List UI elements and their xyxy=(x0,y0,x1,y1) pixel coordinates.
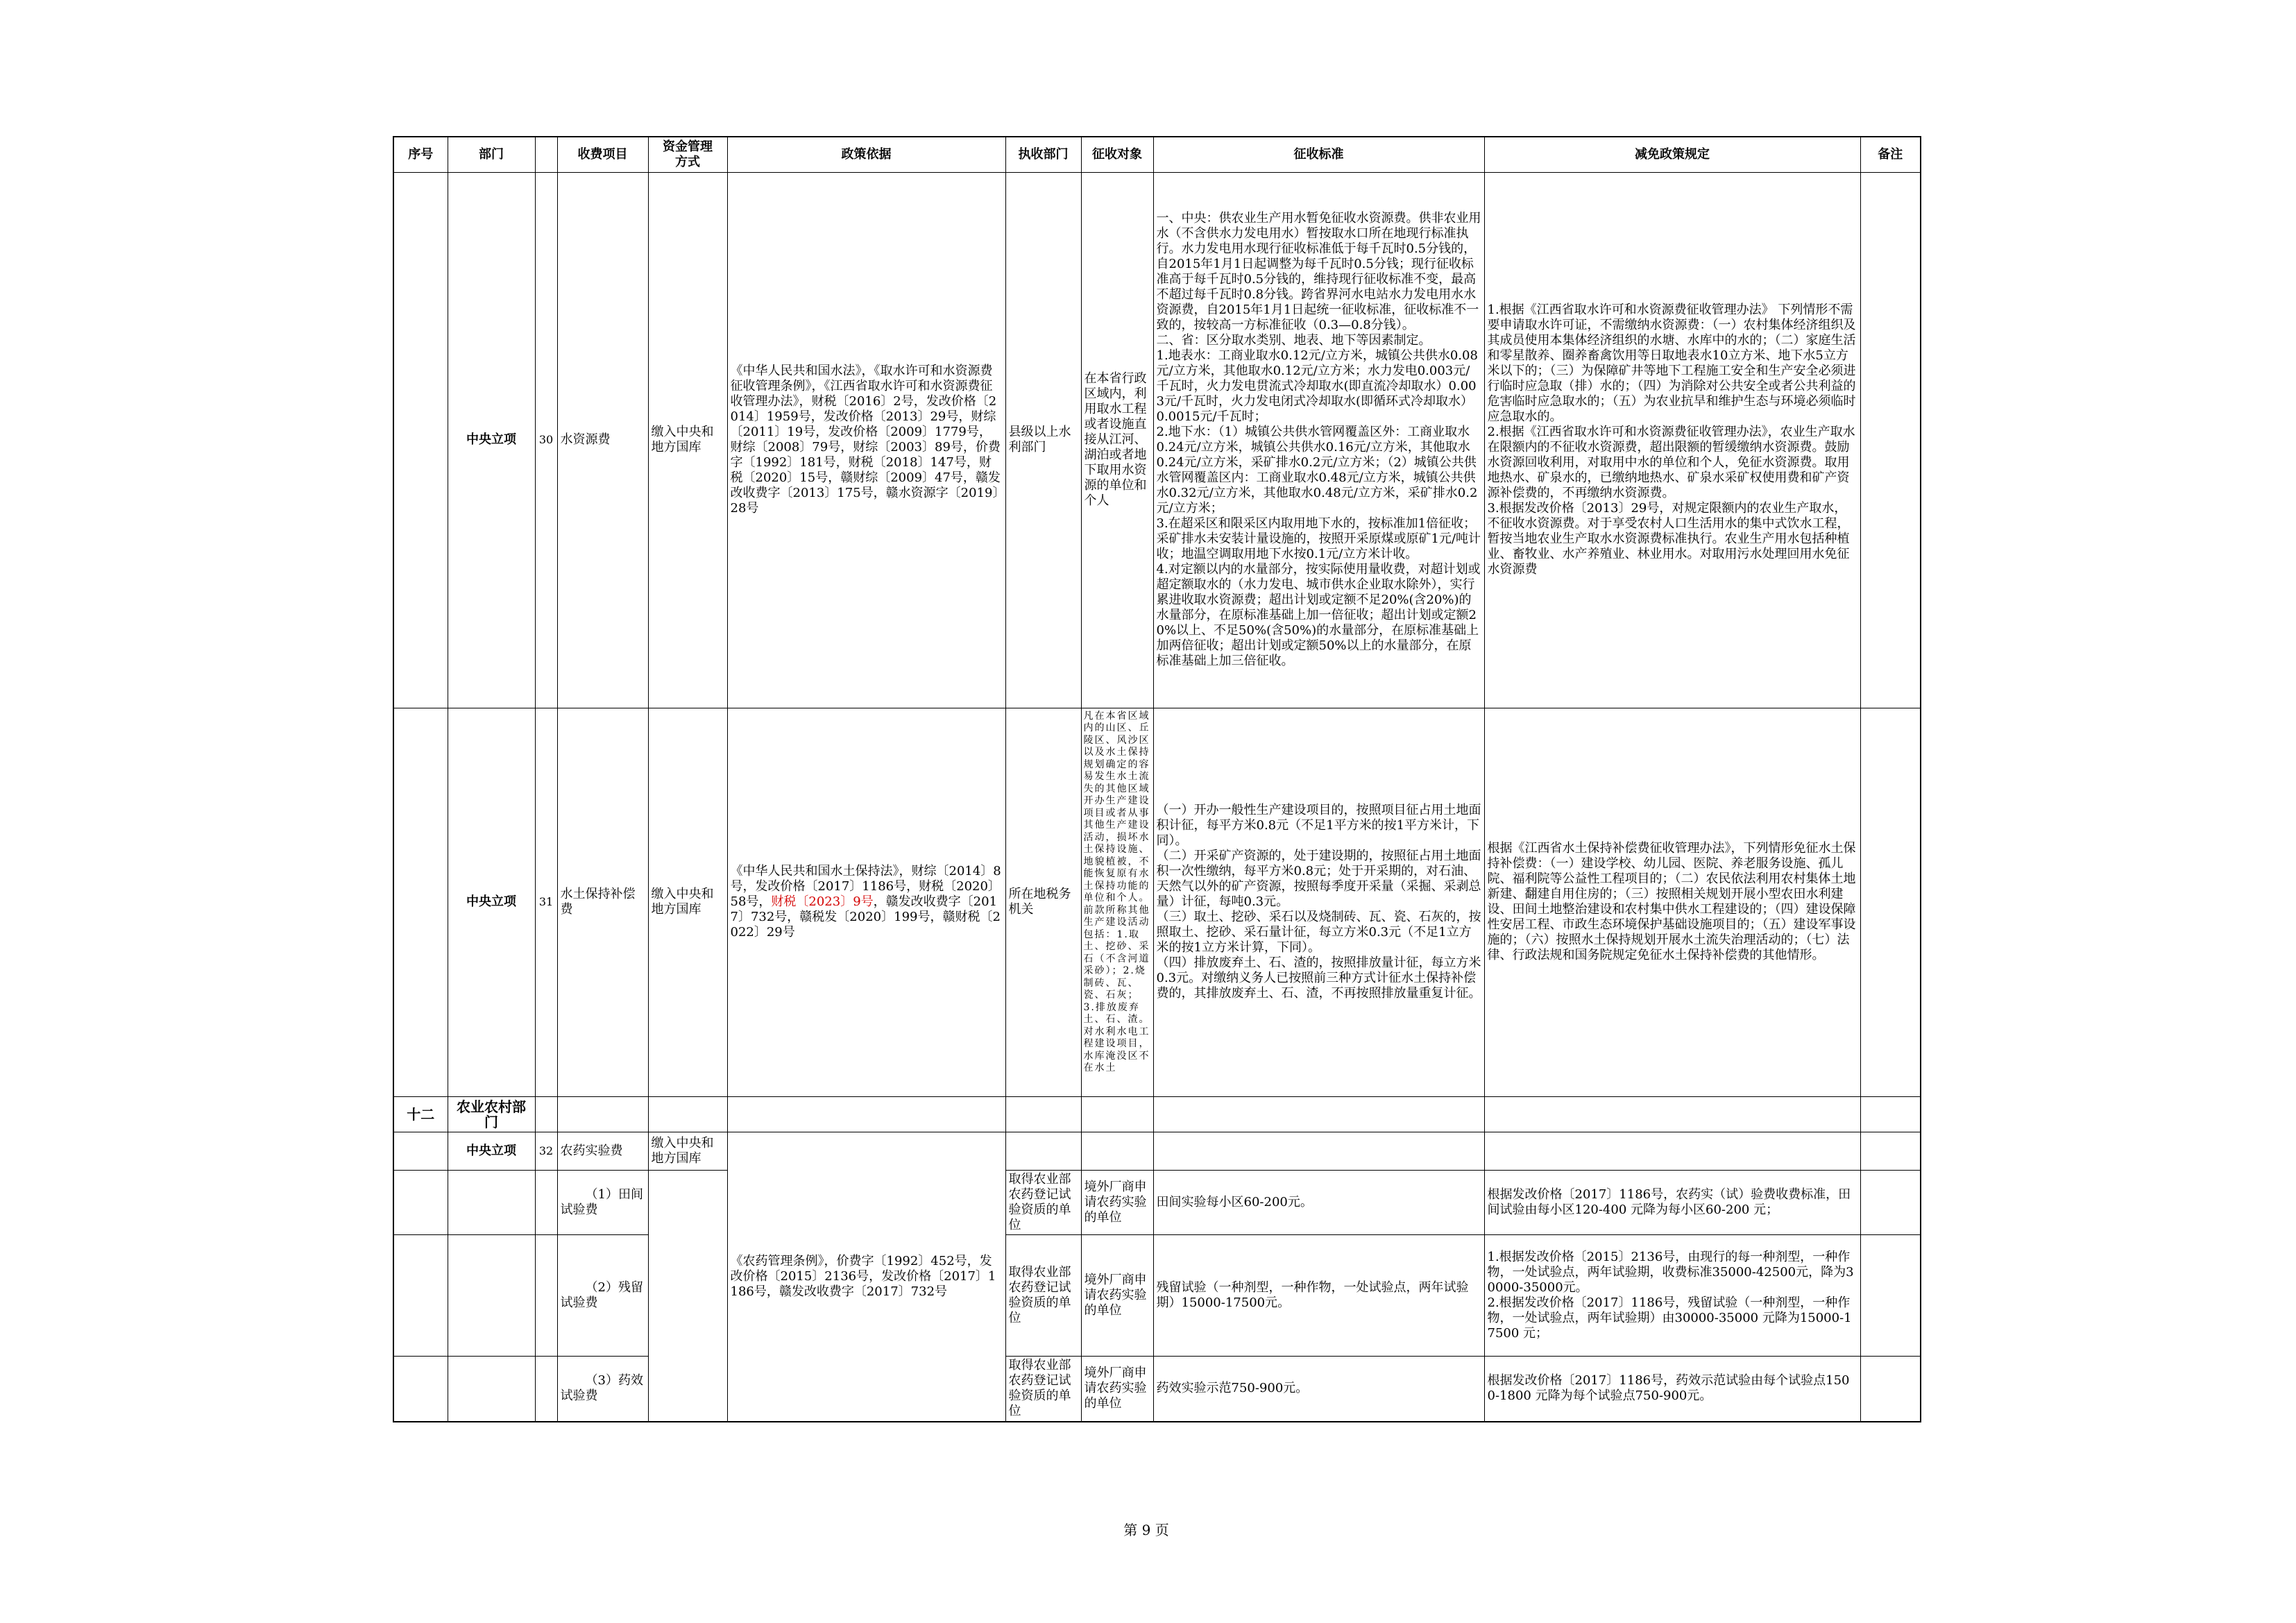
target-cell: 境外厂商申请农药实验的单位 xyxy=(1081,1234,1153,1356)
standard-cell: 田间实验每小区60-200元。 xyxy=(1153,1170,1484,1234)
remark-cell xyxy=(1860,1234,1921,1356)
section-dept xyxy=(448,1096,535,1132)
standard-cell: （一）开办一般性生产建设项目的，按照项目征占用土地面积计征，每平方米0.8元（不足1平方米的按1平方米计，下同）。 （二）开采矿产资源的，处于建设期的，按照征占用土地面积一次性缴纳，每平方米0.8元；处于开采期的，对石油、天然气以外的矿产资源，按照每季度开采量（采掘、采剥总量）计征，每吨0.3元。 （三）取土、挖砂、采石以及烧制砖、瓦、瓷、石灰的，按照取土、挖砂、采石量计征，每立方米0.3元（不足1立方米的按1立方米计算，下同）。 （四）排放废弃土、石、渣的，按照排放量计征，每立方米0.3元。对缴纳义务人已按照前三种方式计征水土保持补偿费的，其排放废弃土、石、渣，不再按照排放量重复计征。 xyxy=(1153,708,1484,1096)
dept-cell xyxy=(448,1356,535,1422)
item-cell: （2）残留试验费 xyxy=(557,1234,648,1356)
sub-row xyxy=(393,1234,1921,1356)
table-row xyxy=(393,708,1921,1096)
header-dept: 部门 xyxy=(448,137,535,172)
header-no xyxy=(535,137,557,172)
table-header-row xyxy=(393,137,1921,172)
item-cell: 水资源费 xyxy=(557,172,648,708)
no-cell xyxy=(535,1234,557,1356)
reduction-cell: 根据发改价格〔2017〕1186号，药效示范试验由每个试验点1500-1800 元降为每个试验点750-900元。 xyxy=(1484,1356,1860,1422)
item-cell: 农药实验费 xyxy=(557,1132,648,1170)
empty-cell xyxy=(727,1096,1005,1132)
basis-highlight-text: 财税〔2023〕9号 xyxy=(771,894,874,909)
collector-cell xyxy=(1005,1132,1081,1170)
remark-cell xyxy=(1860,708,1921,1096)
item-cell: （1）田间试验费 xyxy=(557,1170,648,1234)
no-cell: 30 xyxy=(535,172,557,708)
fee-table xyxy=(393,136,1921,1422)
target-cell xyxy=(1081,1132,1153,1170)
header-standard: 征收标准 xyxy=(1153,137,1484,172)
dept-cell: 中央立项 xyxy=(448,708,535,1096)
sub-row xyxy=(393,1356,1921,1422)
header-remark: 备注 xyxy=(1860,137,1921,172)
standard-cell xyxy=(1153,1132,1484,1170)
collector-cell: 取得农业部农药登记试验资质的单位 xyxy=(1005,1170,1081,1234)
header-target: 征收对象 xyxy=(1081,137,1153,172)
empty-cell xyxy=(557,1096,648,1132)
target-cell: 境外厂商申请农药实验的单位 xyxy=(1081,1356,1153,1422)
basis-cell: 《农药管理条例》，价费字〔1992〕452号，发改价格〔2015〕2136号，发改价格〔2017〕1186号，赣发改收费字〔2017〕732号 xyxy=(727,1132,1005,1422)
header-basis: 政策依据 xyxy=(727,137,1005,172)
header-fund xyxy=(648,137,727,172)
empty-cell xyxy=(1860,1096,1921,1132)
target-cell: 境外厂商申请农药实验的单位 xyxy=(1081,1170,1153,1234)
empty-cell xyxy=(1005,1096,1081,1132)
reduction-cell: 1.根据发改价格〔2015〕2136号，由现行的每一种剂型，一种作物，一处试验点，两年试验期，收费标准35000-42500元，降为30000-35000元。 2.根据发改价格〔2017〕1186号，残留试验（一种剂型，一种作物，一处试验点，两年试验期）由30000-35000 元降为15000-17500 元； xyxy=(1484,1234,1860,1356)
table-row xyxy=(393,1132,1921,1170)
fund-cell: 缴入中央和地方国库 xyxy=(648,1132,727,1170)
seq-cell xyxy=(393,1356,448,1422)
header-reduction: 减免政策规定 xyxy=(1484,137,1860,172)
sub-row xyxy=(393,1170,1921,1234)
section-row xyxy=(393,1096,1921,1132)
basis-cell xyxy=(727,708,1005,1096)
table-row xyxy=(393,172,1921,708)
collector-cell: 县级以上水利部门 xyxy=(1005,172,1081,708)
standard-cell: 残留试验（一种剂型，一种作物，一处试验点，两年试验期）15000-17500元。 xyxy=(1153,1234,1484,1356)
dept-cell: 中央立项 xyxy=(448,1132,535,1170)
fund-cell: 缴入中央和地方国库 xyxy=(648,708,727,1096)
reduction-cell xyxy=(1484,1132,1860,1170)
reduction-cell: 根据《江西省水土保持补偿费征收管理办法》，下列情形免征水土保持补偿费：（一）建设学校、幼儿园、医院、养老服务设施、孤儿院、福利院等公益性工程项目的；（二）农民依法利用农村集体土地新建、翻建自用住房的；（三）按照相关规划开展小型农田水利建设、田间土地整治建设和农村集中供水工程建设的；（四）建设保障性安居工程、市政生态环境保护基础设施项目的；（五）建设军事设施的；（六）按照水土保持规划开展水土流失治理活动的；（七）法律、行政法规和国务院规定免征水土保持补偿费的其他情形。 xyxy=(1484,708,1860,1096)
item-cell: （3）药效试验费 xyxy=(557,1356,648,1422)
empty-cell xyxy=(535,1096,557,1132)
header-collector: 执收部门 xyxy=(1005,137,1081,172)
section-dept-label: 农业农村部门 xyxy=(457,1098,526,1130)
header-item: 收费项目 xyxy=(557,137,648,172)
seq-cell xyxy=(393,708,448,1096)
no-cell xyxy=(535,1356,557,1422)
no-cell xyxy=(535,1170,557,1234)
no-cell: 31 xyxy=(535,708,557,1096)
header-fund-label: 资金管理方式 xyxy=(662,139,713,169)
seq-cell xyxy=(393,1170,448,1234)
seq-cell xyxy=(393,1234,448,1356)
basis-text: ，赣发改收费字〔2017〕732号，赣税发〔2020〕199号，赣财税〔2022〕29号 xyxy=(730,894,1001,940)
reduction-cell: 1.根据《江西省取水许可和水资源费征收管理办法》 下列情形不需要申请取水许可证，不需缴纳水资源费：（一）农村集体经济组织及其成员使用本集体经济组织的水塘、水库中的水的；（二）家庭生活和零星散养、圈养畜禽饮用等日取地表水10立方米、地下水5立方米以下的；（三）为保障矿井等地下工程施工安全和生产安全必须进行临时应急取（排）水的；（四）为消除对公共安全或者公共利益的危害临时应急取水的；（五）为农业抗旱和维护生态与环境必须临时应急取水的。 2.根据《江西省取水许可和水资源费征收管理办法》，农业生产取水在限额内的不征收水资源费，超出限额的暂缓缴纳水资源费。鼓励水资源回收利用，对取用中水的单位和个人，免征水资源费。取用地热水、矿泉水的，已缴纳地热水、矿泉水采矿权使用费和矿产资源补偿费的，不再缴纳水资源费。 3.根据发改价格〔2013〕29号，对规定限额内的农业生产取水，不征收水资源费。对于享受农村人口生活用水的集中式饮水工程，暂按当地农业生产取水水资源费标准执行。农业生产用水包括种植业、畜牧业、水产养殖业、林业用水。对取用污水处理回用水免征水资源费 xyxy=(1484,172,1860,708)
fund-cell: 缴入中央和地方国库 xyxy=(648,172,727,708)
target-cell: 在本省行政区域内，利用取水工程或者设施直接从江河、湖泊或者地下取用水资源的单位和个人 xyxy=(1081,172,1153,708)
remark-cell xyxy=(1860,1132,1921,1170)
standard-cell: 一、中央：供农业生产用水暂免征收水资源费。供非农业用水（不含供水力发电用水）暂按取水口所在地现行标准执行。水力发电用水现行征收标准低于每千瓦时0.5分钱的，自2015年1月1日起调整为每千瓦时0.5分钱；现行征收标准高于每千瓦时0.5分钱的，维持现行征收标准不变，最高不超过每千瓦时0.8分钱。跨省界河水电站水力发电用水水资源费，自2015年1月1日起统一征收标准，征收标准不一致的，按较高一方标准征收（0.3—0.8分钱）。 二、省：区分取水类别、地表、地下等因素制定。 1.地表水：工商业取水0.12元/立方米，城镇公共供水0.08元/立方米，其他取水0.12元/立方米；水力发电0.003元/千瓦时，火力发电贯流式冷却取水(即直流冷却取水）0.003元/千瓦时，火力发电闭式冷却取水(即循环式冷却取水）0.0015元/千瓦时； 2.地下水：（1）城镇公共供水管网覆盖区外：工商业取水0.24元/立方米，城镇公共供水0.16元/立方米，其他取水0.24元/立方米，采矿排水0.2元/立方米；（2）城镇公共供水管网覆盖区内：工商业取水0.48元/立方米，城镇公共供水0.32元/立方米，其他取水0.48元/立方米，采矿排水0.2元/立方米； 3.在超采区和限采区内取用地下水的，按标准加1倍征收；采矿排水未安装计量设施的，按照开采原煤或原矿1元/吨计收；地温空调取用地下水按0.1元/立方米计收。 4.对定额以内的水量部分，按实际使用量收费，对超计划或超定额取水的（水力发电、城市供水企业取水除外），实行累进收取水资源费；超出计划或定额不足20%(含20%)的水量部分，在原标准基础上加一倍征收；超出计划或定额20%以上、不足50%(含50%)的水量部分，在原标准基础上加两倍征收；超出计划或定额50%以上的水量部分，在原标准基础上加三倍征收。 xyxy=(1153,172,1484,708)
header-seq: 序号 xyxy=(393,137,448,172)
section-seq: 十二 xyxy=(393,1096,448,1132)
empty-cell xyxy=(1153,1096,1484,1132)
remark-cell xyxy=(1860,1356,1921,1422)
no-cell: 32 xyxy=(535,1132,557,1170)
empty-cell xyxy=(1484,1096,1860,1132)
collector-cell: 取得农业部农药登记试验资质的单位 xyxy=(1005,1234,1081,1356)
seq-cell xyxy=(393,172,448,708)
collector-cell: 取得农业部农药登记试验资质的单位 xyxy=(1005,1356,1081,1422)
collector-cell: 所在地税务机关 xyxy=(1005,708,1081,1096)
empty-cell xyxy=(1081,1096,1153,1132)
dept-cell xyxy=(448,1234,535,1356)
page-number: 第 9 页 xyxy=(1123,1522,1169,1538)
basis-cell: 《中华人民共和国水法》，《取水许可和水资源费征收管理条例》，《江西省取水许可和水资源费征收管理办法》，财税〔2016〕2号，发改价格〔2014〕1959号，发改价格〔2013〕29号，财综〔2011〕19号，发改价格〔2009〕1779号，财综〔2008〕79号，财综〔2003〕89号，价费字〔1992〕181号，财税〔2018〕147号，财税〔2020〕15号，赣财综〔2009〕47号，赣发改收费字〔2013〕175号，赣水资源字〔2019〕28号 xyxy=(727,172,1005,708)
reduction-cell: 根据发改价格〔2017〕1186号，农药实（试）验费收费标准，田间试验由每小区120-400 元降为每小区60-200 元； xyxy=(1484,1170,1860,1234)
target-cell xyxy=(1081,708,1153,1096)
fund-cell xyxy=(648,1170,727,1422)
empty-cell xyxy=(648,1096,727,1132)
target-text: 凡在本省区域内的山区、丘陵区、风沙区以及水土保持规划确定的容易发生水土流失的其他区域开办生产建设项目或者从事其他生产建设活动，损坏水土保持设施、地貌植被，不能恢复原有水土保持功能的单位和个人。前款所称其他生产建设活动包括：1.取土、挖砂、采石（不含河道采砂）；2.烧制砖、瓦、瓷、石灰；3.排放废弃土、石、渣。对水利水电工程建设项目，水库淹没区不在水土 xyxy=(1083,710,1150,1073)
seq-cell xyxy=(393,1132,448,1170)
remark-cell xyxy=(1860,172,1921,708)
item-cell: 水土保持补偿费 xyxy=(557,708,648,1096)
remark-cell xyxy=(1860,1170,1921,1234)
standard-cell: 药效实验示范750-900元。 xyxy=(1153,1356,1484,1422)
basis-text: 《中华人民共和国水土保持法》，财综〔2014〕8号，发改价格〔2017〕1186号，财税〔2020〕58号， xyxy=(730,864,1001,909)
dept-cell xyxy=(448,1170,535,1234)
dept-cell: 中央立项 xyxy=(448,172,535,708)
